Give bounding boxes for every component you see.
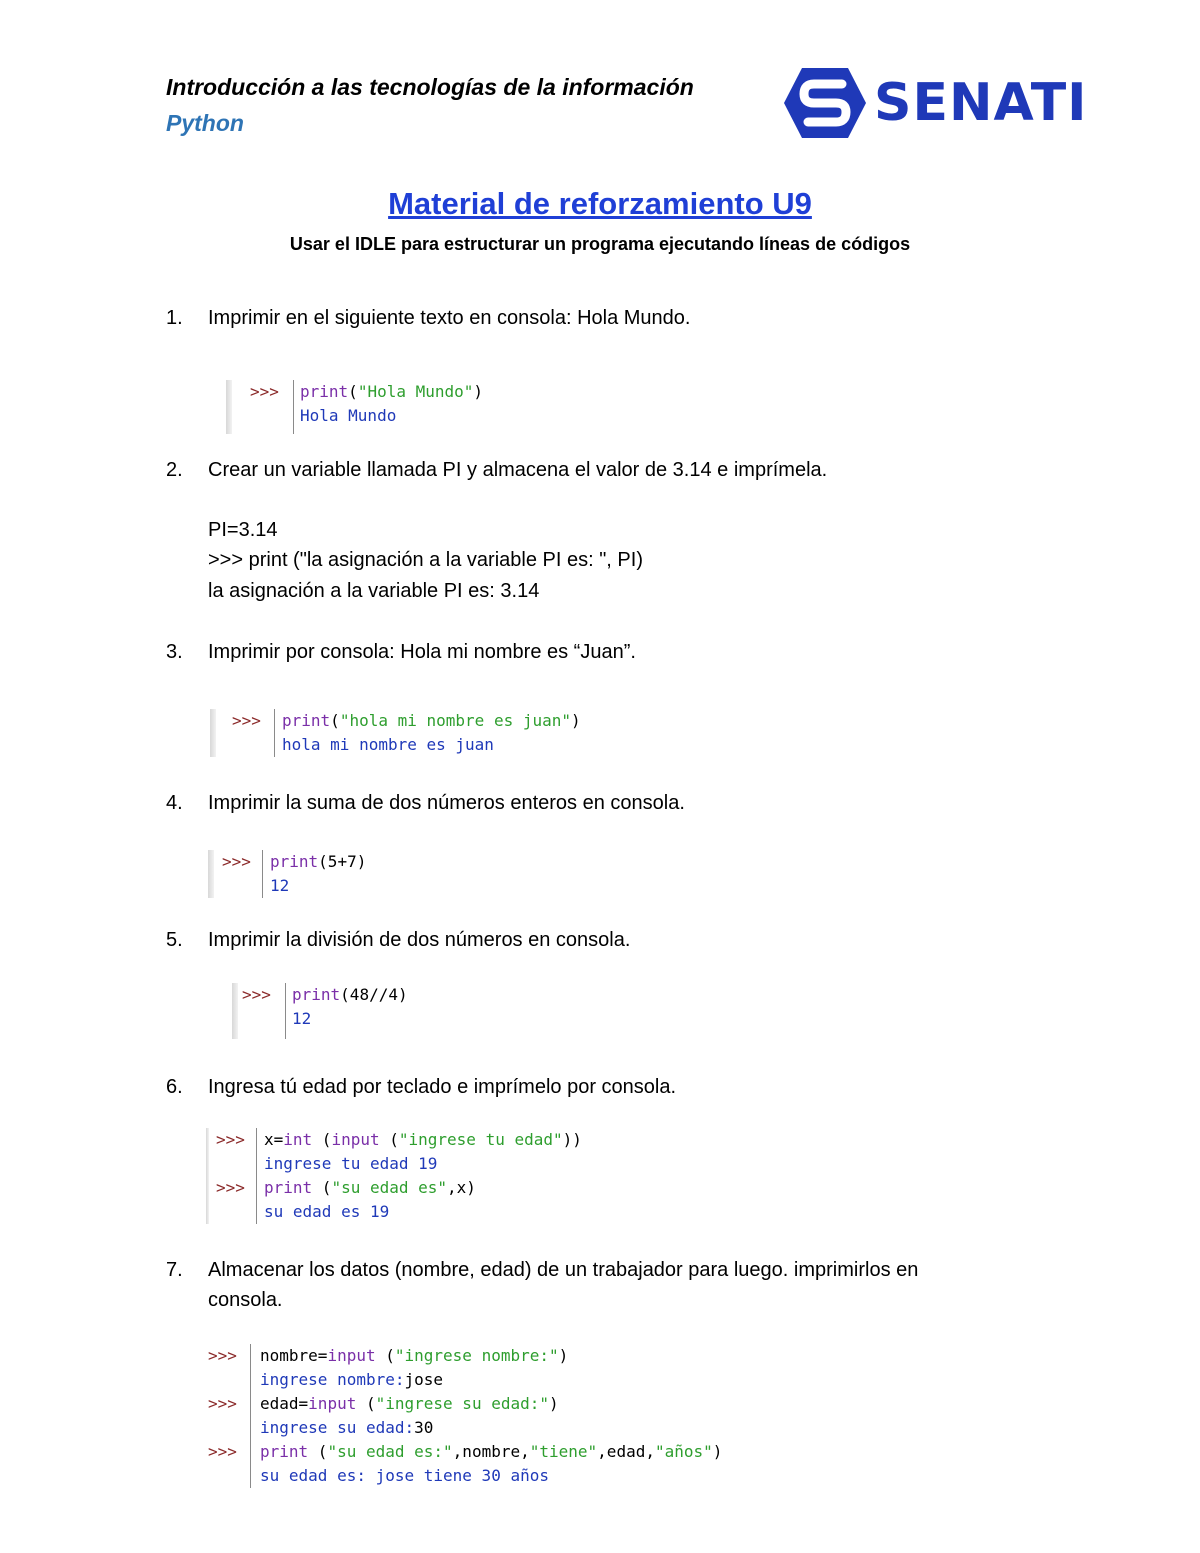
exercise-5 [166,925,998,955]
code-line [210,709,670,733]
exercise-number: 3. [166,641,183,663]
ex2-line-2: >>> print ("la asignación a la variable PI es: ", PI) [208,549,643,571]
exercise-3 [166,637,998,667]
code-text: ingrese su edad:30 [260,1418,434,1437]
ex2-line-1: PI=3.14 [208,519,278,541]
exercise-number: 7. [166,1259,183,1281]
course-title: Introducción a las tecnologías de la información [166,74,694,100]
ex2-line-3: la asignación a la variable PI es: 3.14 [208,580,540,602]
idle-prompt: >>> [222,852,251,871]
code-line [208,1416,848,1440]
exercise-2 [166,455,998,485]
exercise-7 [166,1255,998,1315]
idle-prompt: >>> [208,1394,237,1413]
exercise-text: Imprimir por consola: Hola mi nombre es “Juan”. [208,641,636,663]
code-text: print("hola mi nombre es juan") [282,711,581,730]
idle-prompt: >>> [208,1346,237,1365]
code-line [226,380,546,404]
code-line [208,1464,848,1488]
exercise-text: Crear un variable llamada PI y almacena el valor de 3.14 e imprímela. [208,459,828,481]
code-line [226,404,546,428]
idle-snippet-5 [232,983,452,1039]
code-line [208,850,408,874]
idle-snippet-3 [210,709,670,757]
code-text: 12 [292,1009,312,1028]
code-text: 12 [270,876,290,895]
exercise-1 [166,303,998,333]
code-line [232,983,452,1007]
idle-snippet-6 [206,1128,646,1224]
code-line [208,1440,848,1464]
code-text: su edad es 19 [264,1202,390,1221]
code-text: x=int (input ("ingrese tu edad")) [264,1130,582,1149]
code-line [208,1392,848,1416]
idle-snippet-7 [208,1344,848,1488]
idle-prompt: >>> [242,985,271,1004]
code-text: ingrese nombre:jose [260,1370,444,1389]
idle-prompt: >>> [250,382,279,401]
exercise-number: 2. [166,459,183,481]
exercise-number: 4. [166,792,183,814]
exercise-text: Imprimir la división de dos números en consola. [208,929,631,951]
exercise-text: Imprimir en el siguiente texto en consola: Hola Mundo. [208,307,691,329]
code-line [208,1368,848,1392]
page-title: Material de reforzamiento U9 [388,186,812,221]
exercise-4 [166,788,998,818]
code-text: print("Hola Mundo") [300,382,484,401]
exercise-text: Almacenar los datos (nombre, edad) de un trabajador para luego. imprimirlos en consola. [208,1259,919,1311]
exercise-number: 1. [166,307,183,329]
idle-snippet-4 [208,850,408,898]
code-text: edad=input ("ingrese su edad:") [260,1394,559,1413]
idle-prompt: >>> [232,711,261,730]
idle-prompt: >>> [216,1178,245,1197]
code-text: nombre=input ("ingrese nombre:") [260,1346,569,1365]
exercise-number: 5. [166,929,183,951]
exercise-6 [166,1072,998,1102]
code-text: print(5+7) [270,852,367,871]
code-line [208,874,408,898]
code-text: Hola Mundo [300,406,397,425]
code-line [206,1200,646,1224]
code-line [206,1152,646,1176]
subject-title: Python [166,110,244,136]
code-text: print ("su edad es",x) [264,1178,476,1197]
logo-wordmark: SENATI [874,73,1088,133]
exercise-number: 6. [166,1076,183,1098]
code-line [232,1007,452,1031]
idle-snippet-1 [226,380,546,434]
code-text: print(48//4) [292,985,408,1004]
exercise-text: Ingresa tú edad por teclado e imprímelo por consola. [208,1076,677,1098]
idle-prompt: >>> [216,1130,245,1149]
code-text: su edad es: jose tiene 30 años [260,1466,549,1485]
exercise-text: Imprimir la suma de dos números enteros en consola. [208,792,685,814]
code-line [206,1176,646,1200]
code-line [206,1128,646,1152]
idle-prompt: >>> [208,1442,237,1461]
code-text: hola mi nombre es juan [282,735,494,754]
code-line [208,1344,848,1368]
code-line [210,733,670,757]
code-text: ingrese tu edad 19 [264,1154,438,1173]
page-subtitle: Usar el IDLE para estructurar un programa ejecutando líneas de códigos [289,234,911,254]
code-text: print ("su edad es:",nombre,"tiene",edad,"años") [260,1442,723,1461]
